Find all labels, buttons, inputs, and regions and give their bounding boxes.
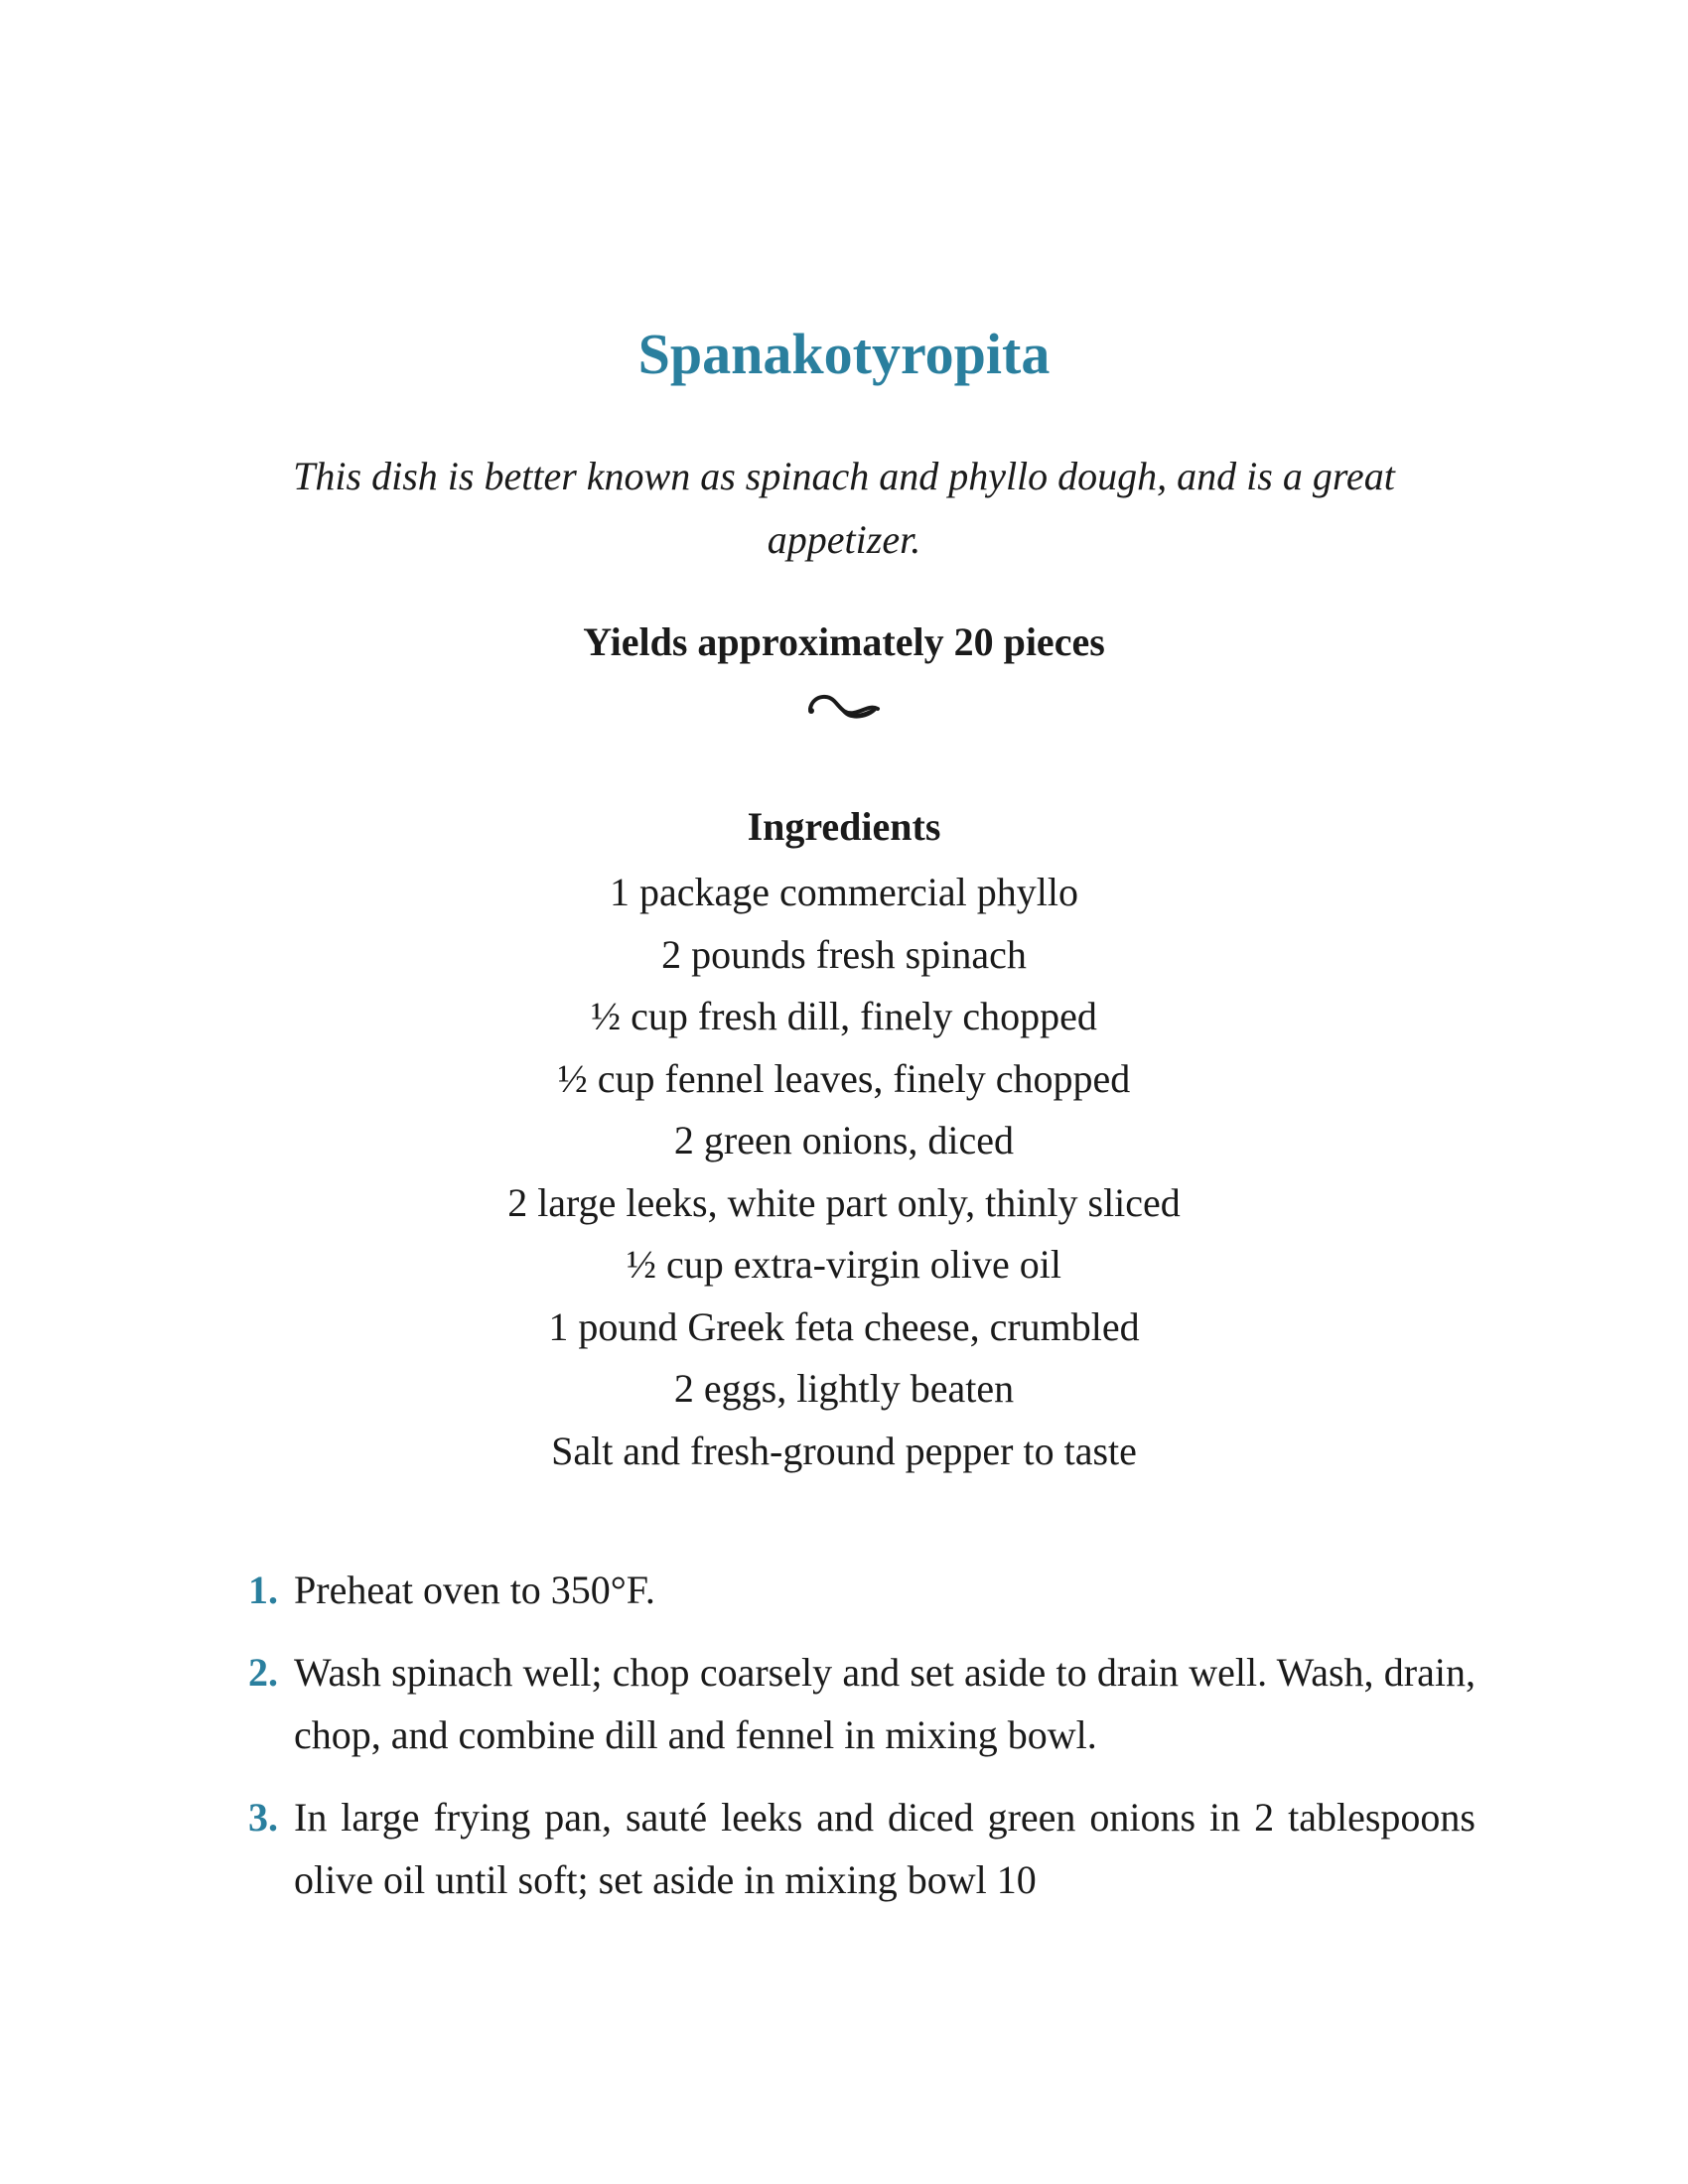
step-number: 2. (248, 1650, 278, 1695)
ingredient-item: ½ cup extra-virgin olive oil (626, 1242, 1062, 1287)
step-number: 1. (248, 1568, 278, 1612)
ingredients-list (0, 862, 1688, 1482)
recipe-title: Spanakotyropita (637, 322, 1051, 386)
ingredient-item: 2 green onions, diced (673, 1118, 1015, 1162)
instruction-step (248, 1641, 1476, 1766)
step-text: In large frying pan, sauté leeks and diced green onions in 2 tablespoons olive oil until soft; set aside in mixing bowl 10 (294, 1795, 1476, 1902)
ingredient-item: 2 pounds fresh spinach (661, 931, 1027, 977)
instruction-steps (248, 1559, 1476, 1931)
ingredient-item: ½ cup fennel leaves, finely chopped (557, 1055, 1131, 1101)
instruction-step (248, 1786, 1476, 1911)
fleuron-swash-icon (804, 683, 884, 733)
step-text: Preheat oven to 350°F. (294, 1568, 655, 1612)
recipe-intro: This dish is better known as spinach and phyllo dough, and is a great appetizer. (293, 454, 1395, 562)
step-number: 3. (248, 1795, 278, 1840)
ingredient-item: 1 pound Greek feta cheese, crumbled (548, 1303, 1140, 1349)
ingredients-heading: Ingredients (747, 804, 941, 849)
instruction-step (248, 1559, 1476, 1621)
ingredient-item: 2 large leeks, white part only, thinly sliced (507, 1179, 1181, 1225)
ingredient-item: 2 eggs, lightly beaten (673, 1366, 1015, 1411)
ingredient-item: Salt and fresh-ground pepper to taste (551, 1428, 1137, 1473)
ingredient-item: ½ cup fresh dill, finely chopped (591, 994, 1097, 1038)
ingredient-item: 1 package commercial phyllo (609, 870, 1079, 914)
step-text: Wash spinach well; chop coarsely and set aside to drain well. Wash, drain, chop, and combine dill and fennel in mixing bowl. (294, 1650, 1476, 1757)
recipe-yield: Yields approximately 20 pieces (583, 619, 1105, 664)
